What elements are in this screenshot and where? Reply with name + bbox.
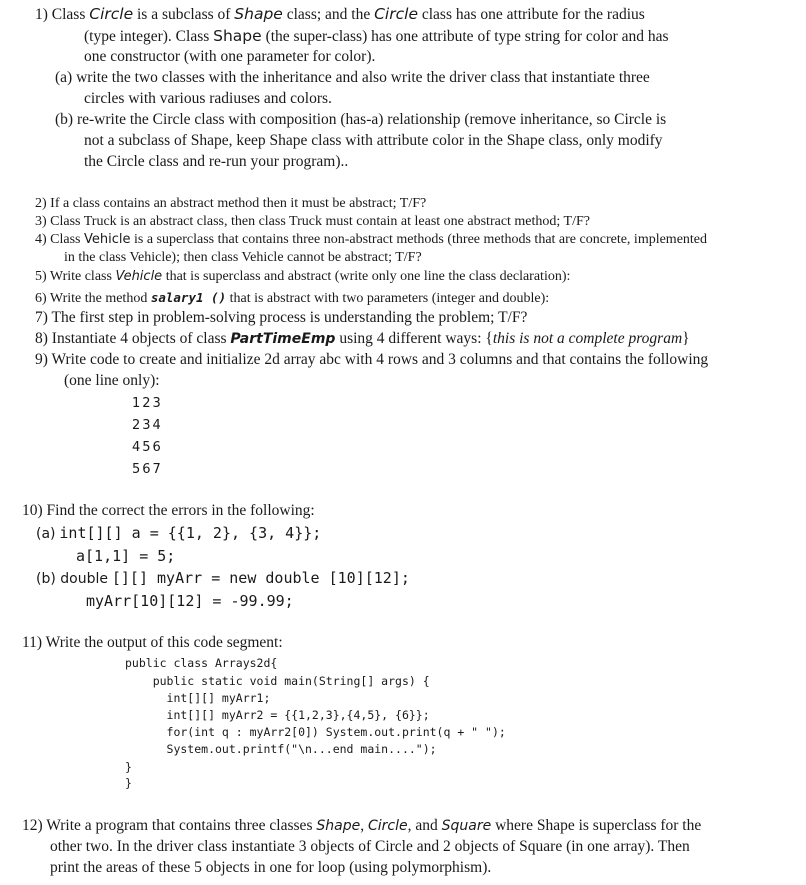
q2-text: 2) If a class contains an abstract method then it must be abstract; T/F? [35,196,427,211]
kw-shape-2: Shape [213,27,262,45]
q4-line2: in the class Vehicle); then class Vehicle cannot be abstract; T/F? [64,250,422,265]
q1b-line1: (b) re-write the Circle class with composition (has-a) relationship (remove inheritance, so Circle is [55,111,667,128]
q12-line2: other two. In the driver class instantiate 3 objects of Circle and 2 objects of Square (in one array). Then [50,838,690,855]
q11-code-8: } [125,776,132,790]
q1a-line1: (a) write the two classes with the inheritance and also write the driver class that instantiate three [55,69,650,86]
q5-text: 5) Write class Vehicle that is superclass and abstract (write only one line the class declaration): [35,269,571,284]
kw-parttimeemp: PartTimeEmp [230,331,336,347]
q1-line1: 1) Class Circle is a subclass of Shape class; and the Circle class has one attribute for the radius [35,5,645,23]
kw-shape: Shape [234,5,283,23]
kw-shape-3: Shape [316,818,361,834]
q11-code-5: for(int q : myArr2[0]) System.out.print(q + " "); [125,725,506,739]
kw-square: Square [441,818,492,834]
q9-row-1: 123 [132,396,163,411]
kw-circle-2: Circle [374,5,418,23]
q9-row-3: 456 [132,440,163,455]
q11-code-1: public class Arrays2d{ [125,656,278,670]
q10b-line2: myArr[10][12] = -99.99; [86,592,294,610]
q10-title: 10) Find the correct the errors in the following: [22,502,315,519]
q1-line3: one constructor (with one parameter for color). [84,48,376,65]
q1b-line3: the Circle class and re-run your program).. [84,153,349,170]
q9-line2: (one line only): [64,372,160,389]
q4-line1: 4) Class Vehicle is a superclass that contains three non-abstract methods (three methods that are concrete, implemented [35,232,708,247]
q10a-line2: a[1,1] = 5; [76,547,176,565]
q9-row-2: 234 [132,418,163,433]
q1-line2: (type integer). Class Shape (the super-class) has one attribute of type string for color and has [84,27,669,45]
q9-line1: 9) Write code to create and initialize 2d array abc with 4 rows and 3 columns and that contains the following [35,351,709,368]
q11-code-7: } [125,760,132,774]
kw-vehicle-2: Vehicle [115,269,163,284]
q1a-line2: circles with various radiuses and colors. [84,90,332,107]
q12-line3: print the areas of these 5 objects in one for loop (using polymorphism). [50,859,492,876]
q11-code-3: int[][] myArr1; [125,691,271,705]
q10b-line1: (b) double [][] myArr = new double [10][12]; [36,569,410,587]
q1b-line2: not a subclass of Shape, keep Shape class with attribute color in the Shape class, only modify [84,132,663,149]
kw-circle-3: Circle [367,818,408,834]
q12-line1: 12) Write a program that contains three classes Shape, Circle, and Square where Shape is superclass for the [22,817,702,834]
q7-text: 7) The first step in problem-solving process is understanding the problem; T/F? [35,309,528,326]
q3-text: 3) Class Truck is an abstract class, then class Truck must contain at least one abstract method; T/F? [35,214,590,229]
q10a-line1: (a) int[][] a = {{1, 2}, {3, 4}}; [36,524,322,542]
q11-code-6: System.out.printf("\n...end main...."); [125,742,437,756]
q11-title: 11) Write the output of this code segment: [22,634,283,651]
kw-vehicle: Vehicle [84,232,131,247]
kw-circle: Circle [89,5,134,23]
kw-salary1: salary1 [150,290,204,305]
q11-code-4: int[][] myArr2 = {{1,2,3},{4,5}, {6}}; [125,708,430,722]
q9-row-4: 567 [132,462,163,477]
q6-text: 6) Write the method salary1 () that is abstract with two parameters (integer and double): [35,290,550,306]
q8-text: 8) Instantiate 4 objects of class PartTimeEmp using 4 different ways: {this is not a complete program} [35,330,690,347]
q11-code-2: public static void main(String[] args) { [125,674,430,688]
